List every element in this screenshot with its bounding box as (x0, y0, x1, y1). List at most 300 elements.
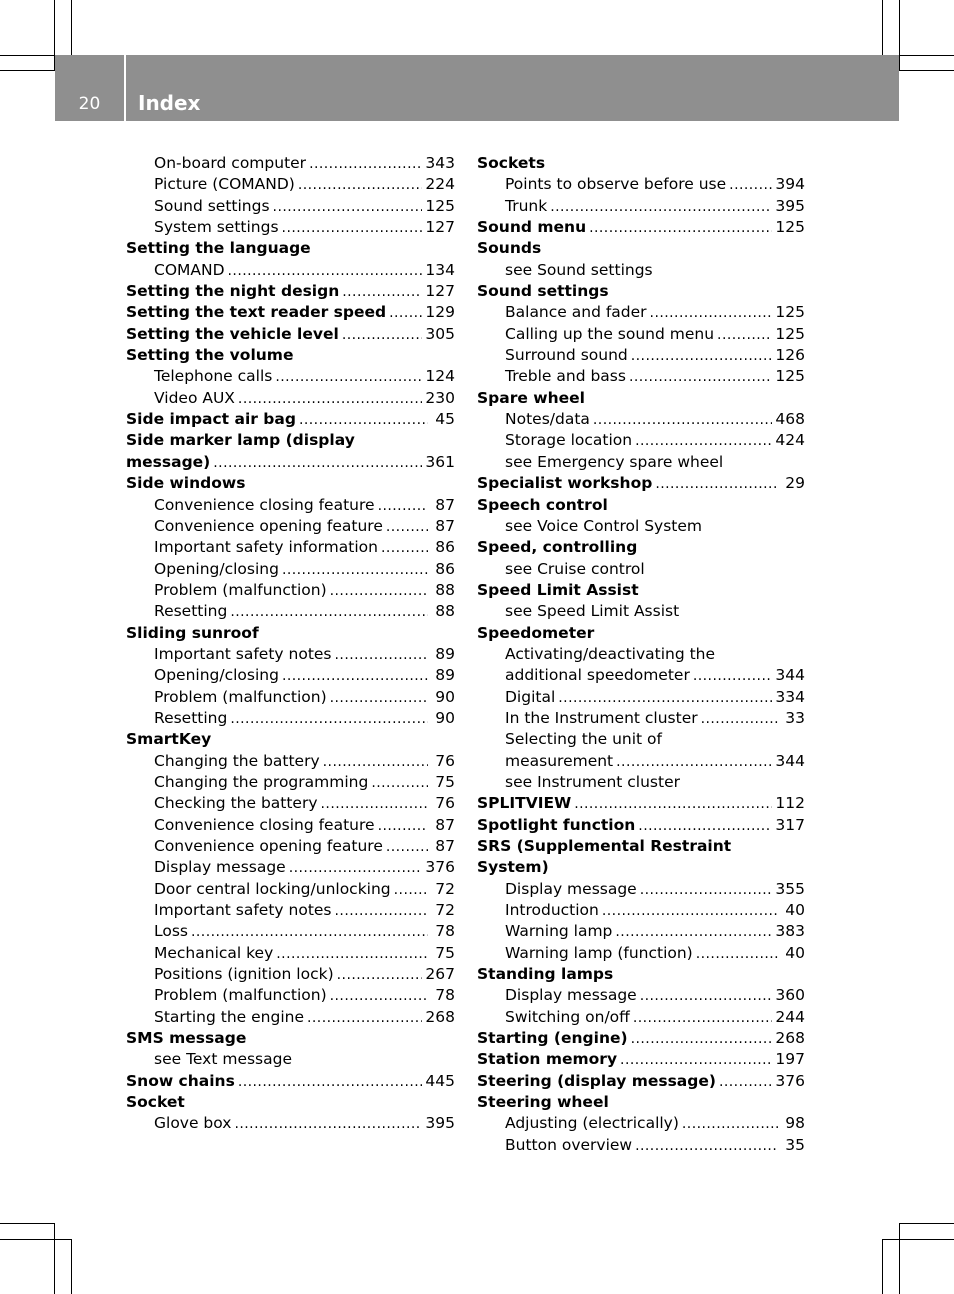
entry-text: Adjusting (electrically) (505, 1114, 679, 1133)
dot-leader (330, 687, 428, 708)
entry-text: Important safety information (154, 538, 378, 557)
dot-leader (337, 964, 423, 985)
index-entry (126, 1028, 455, 1049)
dot-leader (386, 836, 428, 857)
entry-text: Mechanical key (154, 943, 274, 962)
header-divider (124, 55, 126, 121)
dot-leader (616, 751, 772, 772)
page-reference: 88 (435, 602, 455, 621)
entry-text: Warning lamp (505, 922, 613, 941)
entry-text: Convenience opening feature (154, 837, 383, 855)
entry-text: Display message (154, 858, 286, 877)
page-reference: 376 (425, 858, 455, 877)
entry-text: Setting the night design (126, 282, 340, 301)
entry-text: Speed Limit Assist (477, 580, 639, 599)
dot-leader (299, 409, 428, 430)
entry-text: SMS message (126, 1029, 247, 1048)
index-subentry (126, 964, 455, 985)
index-entry (126, 1092, 455, 1113)
entry-text: Problem (malfunction) (154, 986, 327, 1005)
entry-text: Calling up the sound menu (505, 324, 715, 343)
page-reference: 230 (425, 388, 455, 407)
dot-leader (717, 324, 772, 345)
index-subentry (477, 174, 805, 195)
page-reference: 72 (435, 901, 455, 920)
page-reference: 90 (435, 708, 455, 727)
page-reference: 134 (425, 260, 455, 279)
index-subentry (126, 943, 455, 964)
dot-leader (273, 196, 423, 217)
dot-leader (335, 900, 428, 921)
index-entry (126, 452, 455, 473)
page-reference: 127 (425, 282, 455, 301)
page-reference: 78 (435, 922, 455, 941)
index-entry (126, 345, 455, 366)
dot-leader (655, 473, 778, 494)
index-subentry (126, 196, 455, 217)
crop-mark (882, 1239, 954, 1240)
index-subentry (477, 430, 805, 451)
entry-text: Selecting the unit of (505, 730, 662, 749)
entry-text: Steering (display message) (477, 1071, 716, 1090)
index-subentry (126, 985, 455, 1006)
index-entry (126, 409, 455, 430)
dot-leader (213, 452, 422, 473)
page-reference: 268 (775, 1029, 805, 1048)
page-reference: 267 (425, 965, 455, 984)
dot-leader (631, 1028, 773, 1049)
index-subentry (126, 580, 455, 601)
page-title: Index (138, 91, 201, 115)
index-entry (126, 302, 455, 323)
index-subentry (126, 366, 455, 387)
index-subentry (126, 751, 455, 772)
index-subentry (126, 1049, 455, 1070)
dot-leader (696, 943, 778, 964)
dot-leader (558, 687, 772, 708)
index-subentry (126, 601, 455, 622)
index-subentry (126, 644, 455, 665)
index-entry (126, 729, 455, 750)
index-entry (126, 324, 455, 345)
dot-leader (275, 366, 422, 387)
index-subentry (126, 687, 455, 708)
index-entry (477, 793, 805, 814)
index-entry (477, 281, 805, 302)
entry-text: Socket (126, 1093, 185, 1112)
dot-leader (386, 516, 428, 537)
dot-leader (298, 174, 423, 195)
entry-text: Introduction (505, 901, 599, 920)
dot-leader (638, 815, 772, 836)
page-reference: 197 (775, 1050, 805, 1069)
index-column-right (477, 153, 805, 1156)
index-subentry (477, 943, 805, 964)
page-reference: 40 (785, 901, 805, 920)
entry-text: Storage location (505, 431, 633, 450)
dot-leader (640, 985, 773, 1006)
page-reference: 376 (775, 1071, 805, 1090)
page-reference: 89 (435, 644, 455, 663)
entry-text: additional speedometer (505, 666, 690, 685)
page-reference: 268 (425, 1007, 455, 1026)
index-entry (126, 430, 455, 451)
index-subentry (126, 857, 455, 878)
entry-text: Convenience closing feature (154, 815, 375, 834)
index-subentry (126, 836, 455, 857)
index-subentry (477, 921, 805, 942)
dot-leader (228, 260, 423, 281)
page-reference: 86 (435, 559, 455, 578)
index-subentry (126, 879, 455, 900)
page-reference: 126 (775, 346, 805, 365)
crop-mark (0, 1239, 71, 1240)
index-entry (477, 836, 805, 857)
dot-leader (335, 644, 428, 665)
page-reference: 244 (775, 1007, 805, 1026)
index-subentry (477, 751, 805, 772)
index-subentry (477, 985, 805, 1006)
crop-mark (882, 0, 883, 55)
index-entry (477, 153, 805, 174)
dot-leader (640, 879, 773, 900)
crop-mark (0, 1223, 55, 1224)
crop-mark (0, 55, 55, 56)
entry-text: System settings (154, 218, 279, 237)
entry-text: Activating/deactivating the (505, 644, 716, 663)
index-subentry (126, 174, 455, 195)
index-subentry (477, 687, 805, 708)
index-subentry (477, 452, 805, 473)
entry-text: Warning lamp (function) (505, 943, 693, 962)
page-reference: 98 (785, 1114, 805, 1133)
page-reference: 344 (775, 751, 805, 770)
dot-leader (574, 793, 772, 814)
entry-text: Door central locking/unlocking (154, 879, 391, 898)
page-reference: 35 (785, 1135, 805, 1154)
entry-text: Important safety notes (154, 644, 332, 663)
page-reference: 76 (435, 794, 455, 813)
page-reference: 317 (775, 815, 805, 834)
entry-text: Convenience opening feature (154, 516, 383, 535)
index-entry (477, 580, 805, 601)
entry-text: Problem (malfunction) (154, 580, 327, 599)
dot-leader (289, 857, 423, 878)
index-subentry (126, 516, 455, 537)
index-subentry (126, 1113, 455, 1134)
entry-text: Resetting (154, 602, 228, 621)
crop-mark (899, 55, 954, 56)
page-reference: 127 (425, 218, 455, 237)
index-entry (477, 815, 805, 836)
entry-text: COMAND (154, 260, 225, 279)
entry-text: SPLITVIEW (477, 794, 572, 813)
index-subentry (126, 388, 455, 409)
page-reference: 125 (775, 218, 805, 237)
page-reference: 224 (425, 175, 455, 194)
page-reference: 87 (435, 495, 455, 514)
page-reference: 125 (775, 324, 805, 343)
index-subentry (477, 1007, 805, 1028)
index-entry (477, 217, 805, 238)
index-entry (477, 388, 805, 409)
index-entry (477, 1049, 805, 1070)
entry-text: Side marker lamp (display (126, 431, 355, 450)
page-reference: 40 (785, 943, 805, 962)
entry-text: Picture (COMAND) (154, 175, 295, 194)
entry-text: Opening/closing (154, 559, 279, 578)
dot-leader (309, 153, 422, 174)
dot-leader (682, 1113, 778, 1134)
entry-text: Loss (154, 922, 188, 941)
index-entry (126, 623, 455, 644)
page-reference: 125 (775, 303, 805, 322)
entry-text: Glove box (154, 1114, 232, 1133)
entry-text: Sliding sunroof (126, 623, 259, 642)
index-subentry (477, 900, 805, 921)
page-reference: 75 (435, 943, 455, 962)
dot-leader (729, 174, 772, 195)
page-reference: 125 (775, 367, 805, 386)
page-reference: 355 (775, 879, 805, 898)
page-reference: 125 (425, 196, 455, 215)
entry-text: Points to observe before use (505, 175, 727, 194)
entry-text: On-board computer (154, 154, 307, 172)
index-entry (126, 238, 455, 259)
entry-text: Speed, controlling (477, 538, 638, 557)
dot-leader (378, 815, 428, 836)
entry-text: see Speed Limit Assist (505, 602, 680, 621)
entry-text: Spotlight function (477, 815, 636, 834)
entry-text: Treble and bass (505, 367, 626, 386)
crop-mark (71, 1239, 72, 1294)
index-subentry (477, 559, 805, 580)
dot-leader (650, 302, 773, 323)
index-entry (477, 623, 805, 644)
crop-mark (0, 70, 55, 71)
dot-leader (389, 302, 422, 323)
page-reference: 90 (435, 687, 455, 706)
entry-text: Sound settings (477, 282, 609, 301)
entry-text: see Text message (154, 1050, 293, 1069)
crop-mark (899, 1223, 954, 1224)
index-subentry (126, 900, 455, 921)
page-reference: 395 (425, 1114, 455, 1133)
index-subentry (126, 260, 455, 281)
page-reference: 86 (435, 538, 455, 557)
index-subentry (477, 1135, 805, 1156)
page-reference: 87 (435, 815, 455, 834)
entry-text: SmartKey (126, 730, 212, 749)
dot-leader (378, 495, 428, 516)
index-entry (477, 1028, 805, 1049)
index-subentry (477, 1113, 805, 1134)
entry-text: Sound settings (154, 196, 270, 215)
index-subentry (126, 217, 455, 238)
page-reference: 424 (775, 431, 805, 450)
entry-text: Side impact air bag (126, 410, 296, 429)
index-entry (477, 495, 805, 516)
index-subentry (126, 815, 455, 836)
dot-leader (550, 196, 772, 217)
entry-text: Setting the text reader speed (126, 303, 387, 322)
page-reference: 360 (775, 986, 805, 1005)
index-subentry (477, 324, 805, 345)
entry-text: SRS (Supplemental Restraint (477, 837, 732, 855)
index-entry (477, 238, 805, 259)
index-subentry (477, 772, 805, 793)
index-subentry (477, 601, 805, 622)
entry-text: Switching on/off (505, 1007, 630, 1026)
entry-text: Button overview (505, 1135, 633, 1154)
index-entry (477, 473, 805, 494)
entry-text: see Voice Control System (505, 516, 703, 535)
index-entry (477, 1092, 805, 1113)
index-entry (126, 281, 455, 302)
entry-text: Sounds (477, 239, 542, 258)
index-subentry (126, 793, 455, 814)
entry-text: Specialist workshop (477, 474, 653, 493)
index-entry (477, 857, 805, 878)
entry-text: Speech control (477, 495, 608, 514)
entry-text: see Instrument cluster (505, 772, 680, 791)
dot-leader (719, 1071, 772, 1092)
entry-text: Video AUX (154, 388, 235, 407)
page-reference: 89 (435, 666, 455, 685)
dot-leader (602, 900, 778, 921)
page-reference: 124 (425, 367, 455, 386)
page-number: 20 (78, 94, 101, 114)
page-reference: 76 (435, 751, 455, 770)
dot-leader (593, 409, 773, 430)
crop-mark (899, 70, 954, 71)
dot-leader (238, 1071, 423, 1092)
page-reference: 33 (785, 708, 805, 727)
entry-text: Snow chains (126, 1071, 235, 1090)
index-subentry (126, 153, 455, 174)
page-reference: 394 (775, 175, 805, 194)
index-subentry (126, 559, 455, 580)
entry-text: Station memory (477, 1050, 618, 1069)
index-subentry (126, 708, 455, 729)
dot-leader (633, 1007, 773, 1028)
page-reference: 383 (775, 922, 805, 941)
page-reference: 395 (775, 196, 805, 215)
dot-leader (589, 217, 772, 238)
dot-leader (620, 1049, 772, 1070)
entry-text: Display message (505, 986, 637, 1005)
entry-text: Standing lamps (477, 965, 614, 984)
index-subentry (477, 196, 805, 217)
index-subentry (477, 260, 805, 281)
page-reference: 305 (425, 324, 455, 343)
page-reference: 112 (775, 794, 805, 813)
dot-leader (321, 793, 428, 814)
index-subentry (126, 495, 455, 516)
page-reference: 87 (435, 516, 455, 535)
dot-leader (394, 879, 428, 900)
index-entry (126, 473, 455, 494)
dot-leader (701, 708, 778, 729)
entry-text: Changing the programming (154, 772, 369, 791)
index-entry (477, 1071, 805, 1092)
crop-mark (899, 1223, 900, 1294)
entry-text: Speedometer (477, 623, 595, 642)
index-entry (477, 537, 805, 558)
dot-leader (330, 985, 428, 1006)
entry-text: Sound menu (477, 218, 587, 237)
entry-text: In the Instrument cluster (505, 708, 698, 727)
page-reference: 72 (435, 879, 455, 898)
entry-text: see Cruise control (505, 559, 645, 578)
entry-text: see Emergency spare wheel (505, 452, 724, 471)
dot-leader (371, 772, 428, 793)
index-subentry (477, 366, 805, 387)
entry-text: Trunk (505, 196, 548, 215)
crop-mark (882, 1239, 883, 1294)
crop-mark (54, 1223, 55, 1294)
index-subentry (126, 921, 455, 942)
page-reference: 45 (435, 410, 455, 429)
index-subentry (477, 708, 805, 729)
dot-leader (635, 1135, 778, 1156)
index-subentry (126, 1007, 455, 1028)
entry-text: see Sound settings (505, 260, 653, 279)
entry-text: Positions (ignition lock) (154, 965, 334, 984)
index-entry (477, 964, 805, 985)
index-column-left (126, 153, 455, 1135)
entry-text: Telephone calls (154, 367, 273, 386)
crop-mark (71, 0, 72, 55)
dot-leader (631, 345, 773, 366)
dot-leader (234, 1113, 422, 1134)
dot-leader (238, 388, 422, 409)
dot-leader (276, 943, 428, 964)
index-subentry (126, 537, 455, 558)
index-subentry (126, 665, 455, 686)
dot-leader (615, 921, 772, 942)
entry-text: Opening/closing (154, 666, 279, 685)
page-reference: 344 (775, 666, 805, 685)
page-reference: 129 (425, 303, 455, 322)
entry-text: Convenience closing feature (154, 495, 375, 514)
entry-text: message) (126, 452, 211, 471)
entry-text: Steering wheel (477, 1093, 609, 1112)
index-subentry (477, 879, 805, 900)
index-subentry (477, 644, 805, 665)
index-subentry (477, 516, 805, 537)
index-subentry (477, 665, 805, 686)
entry-text: Setting the vehicle level (126, 324, 339, 343)
entry-text: Starting (engine) (477, 1029, 628, 1048)
dot-leader (629, 366, 772, 387)
entry-text: Important safety notes (154, 901, 332, 920)
dot-leader (323, 751, 428, 772)
entry-text: Balance and fader (505, 303, 647, 322)
entry-text: measurement (505, 751, 614, 770)
dot-leader (342, 281, 422, 302)
dot-leader (635, 430, 772, 451)
crop-mark (899, 0, 900, 70)
page-reference: 88 (435, 580, 455, 599)
entry-text: System) (477, 858, 549, 877)
entry-text: Notes/data (505, 410, 590, 429)
entry-text: Side windows (126, 474, 246, 493)
entry-text: Sockets (477, 154, 546, 172)
page-reference: 87 (435, 837, 455, 855)
page-reference: 445 (425, 1071, 455, 1090)
dot-leader (693, 665, 773, 686)
